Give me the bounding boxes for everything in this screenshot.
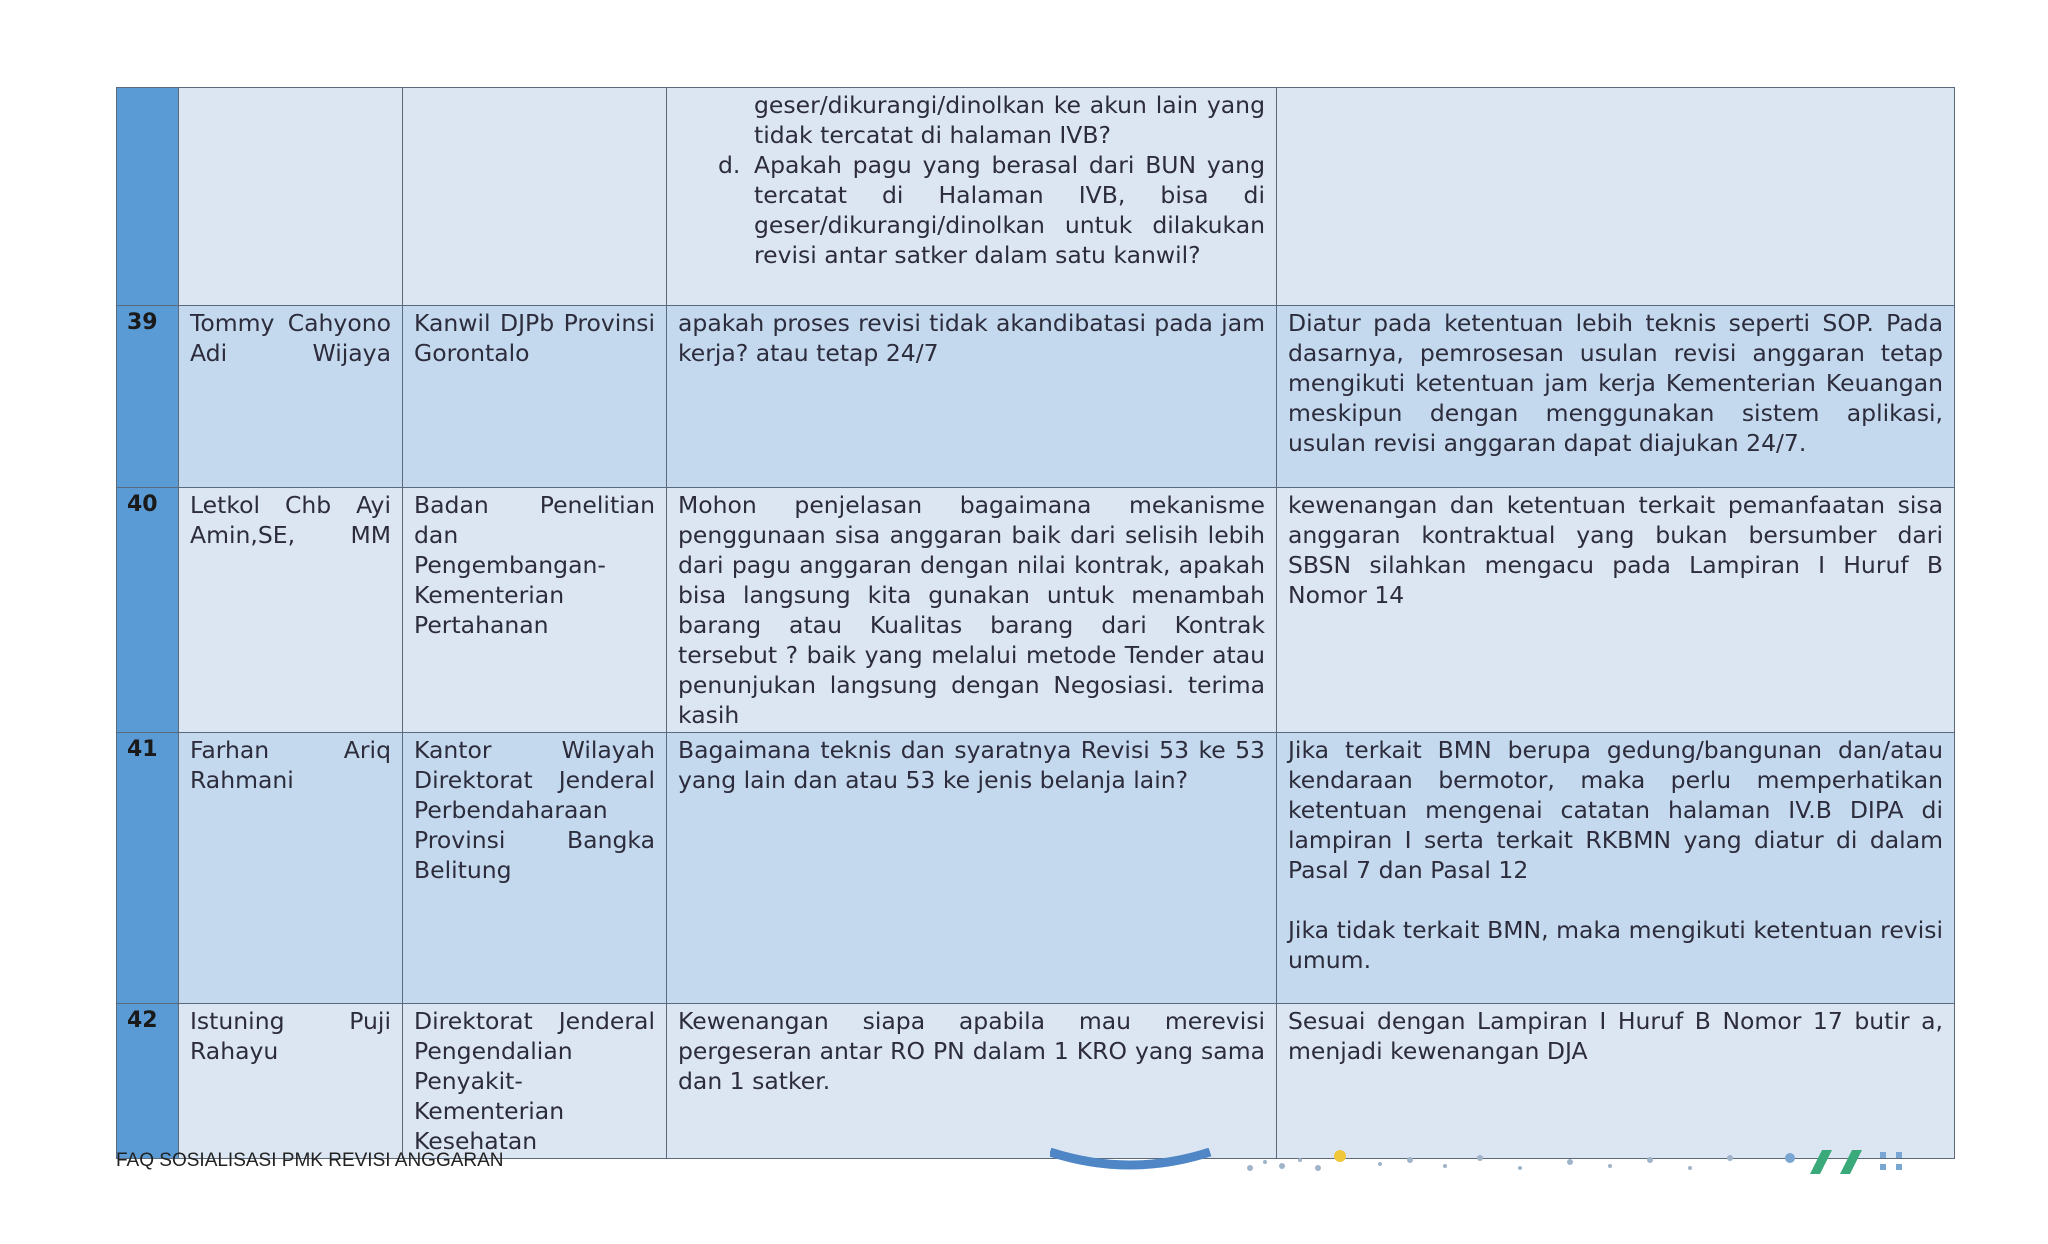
answer-cell bbox=[1277, 733, 1955, 1004]
answer-cell: Sesuai dengan Lampiran I Huruf B Nomor 17 butir a, menjadi kewenangan DJA bbox=[1277, 1004, 1955, 1159]
table-row bbox=[117, 306, 1955, 488]
answer-cell: kewenangan dan ketentuan terkait pemanfaatan sisa anggaran kontraktual yang bukan bersumber dari SBSN silahkan mengacu pada Lampiran I Huruf B Nomor 14 bbox=[1277, 488, 1955, 733]
row-number: 41 bbox=[117, 733, 179, 1004]
participant-name: Farhan Ariq Rahmani bbox=[179, 733, 403, 1004]
participant-name: Istuning Puji Rahayu bbox=[179, 1004, 403, 1159]
participant-name bbox=[179, 88, 403, 306]
list-marker: d. bbox=[718, 151, 741, 179]
participant-unit: Direktorat Jenderal Pengendalian Penyakit-Kementerian Kesehatan bbox=[403, 1004, 667, 1159]
row-number: 39 bbox=[117, 306, 179, 488]
list-item bbox=[754, 90, 1265, 150]
decorative-footer-pattern bbox=[1050, 1148, 1954, 1174]
answer-cell: Diatur pada ketentuan lebih teknis seperti SOP. Pada dasarnya, pemrosesan usulan revisi anggaran tetap mengikuti ketentuan jam kerja Kementerian Keuangan meskipun dengan menggunakan sistem aplikasi, usulan revisi anggaran dapat diajukan 24/7. bbox=[1277, 306, 1955, 488]
question-cell: Kewenangan siapa apabila mau merevisi pergeseran antar RO PN dalam 1 KRO yang sama dan 1 satker. bbox=[667, 1004, 1277, 1159]
question-cell: apakah proses revisi tidak akandibatasi pada jam kerja? atau tetap 24/7 bbox=[667, 306, 1277, 488]
row-number: 40 bbox=[117, 488, 179, 733]
question-cell: Mohon penjelasan bagaimana mekanisme penggunaan sisa anggaran baik dari selisih lebih dari pagu anggaran dengan nilai kontrak, apakah bisa langsung kita gunakan untuk menambah barang atau Kualitas barang dari Kontrak tersebut ? baik yang melalui metode Tender atau penunjukan langsung dengan Negosiasi. terima kasih bbox=[667, 488, 1277, 733]
answer-cell bbox=[1277, 88, 1955, 306]
participant-name: Tommy Cahyono Adi Wijaya bbox=[179, 306, 403, 488]
table-row bbox=[117, 733, 1955, 1004]
participant-unit bbox=[403, 88, 667, 306]
question-text: Apakah pagu yang berasal dari BUN yang tercatat di Halaman IVB, bisa di geser/dikurangi/dinolkan untuk dilakukan revisi antar satker dalam satu kanwil? bbox=[754, 151, 1265, 269]
answer-paragraph: Jika tidak terkait BMN, maka mengikuti ketentuan revisi umum. bbox=[1288, 916, 1943, 974]
list-item bbox=[718, 150, 1265, 270]
table-row bbox=[117, 1004, 1955, 1159]
participant-unit: Kanwil DJPb Provinsi Gorontalo bbox=[403, 306, 667, 488]
participant-name: Letkol Chb Ayi Amin,SE, MM bbox=[179, 488, 403, 733]
question-text: geser/dikurangi/dinolkan ke akun lain yang tidak tercatat di halaman IVB? bbox=[754, 91, 1265, 149]
row-number: 42 bbox=[117, 1004, 179, 1159]
footer-text: FAQ SOSIALISASI PMK REVISI ANGGARAN bbox=[116, 1150, 504, 1171]
question-cell: Bagaimana teknis dan syaratnya Revisi 53 ke 53 yang lain dan atau 53 ke jenis belanja lain? bbox=[667, 733, 1277, 1004]
answer-paragraph: Jika terkait BMN berupa gedung/bangunan dan/atau kendaraan bermotor, maka perlu memperhatikan ketentuan mengenai catatan halaman IV.B DIPA di lampiran I serta terkait RKBMN yang diatur di dalam Pasal 7 dan Pasal 12 bbox=[1288, 736, 1943, 884]
row-number bbox=[117, 88, 179, 306]
table-row bbox=[117, 88, 1955, 306]
participant-unit: Badan Penelitian dan Pengembangan-Kementerian Pertahanan bbox=[403, 488, 667, 733]
table-row bbox=[117, 488, 1955, 733]
question-cell bbox=[667, 88, 1277, 306]
faq-table bbox=[116, 87, 1955, 1159]
participant-unit: Kantor Wilayah Direktorat Jenderal Perbendaharaan Provinsi Bangka Belitung bbox=[403, 733, 667, 1004]
